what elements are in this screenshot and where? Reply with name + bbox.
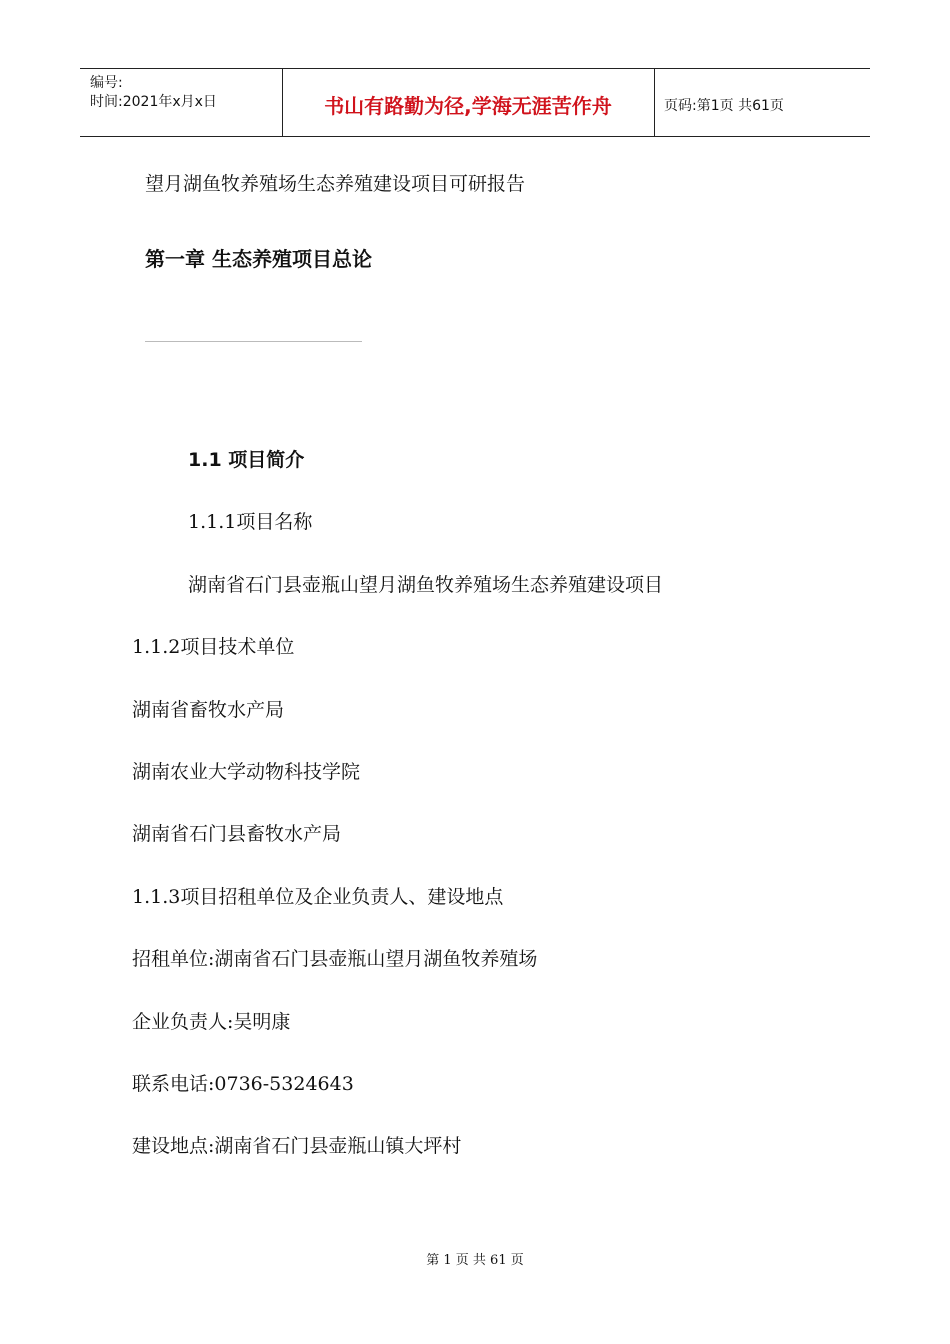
- location-text: 建设地点:湖南省石门县壶瓶山镇大坪村: [132, 1135, 462, 1157]
- tech-unit-item: 湖南农业大学动物科技学院: [132, 761, 361, 783]
- tech-unit-item: 湖南省石门县畜牧水产局: [132, 823, 342, 845]
- header-page-label: 页码:第1页 共61页: [664, 98, 784, 114]
- tech-unit-item: 湖南省畜牧水产局: [132, 699, 285, 721]
- page-footer: 第 1 页 共 61 页: [426, 1253, 524, 1268]
- subsection-tech-unit: 1.1.2项目技术单位: [132, 636, 295, 658]
- project-name: 湖南省石门县壶瓶山望月湖鱼牧养殖场生态养殖建设项目: [188, 574, 664, 596]
- header-top-border: [80, 68, 870, 69]
- phone-text: 联系电话:0736-5324643: [132, 1073, 354, 1095]
- header-bottom-border: [80, 136, 870, 137]
- doc-title: 望月湖鱼牧养殖场生态养殖建设项目可研报告: [145, 173, 526, 195]
- header-divider-right: [654, 68, 655, 136]
- manager-text: 企业负责人:吴明康: [132, 1011, 291, 1033]
- header-motto: 书山有路勤为径,学海无涯苦作舟: [324, 94, 612, 118]
- divider: [145, 341, 362, 342]
- section-heading: 1.1 项目简介: [188, 449, 305, 471]
- lessor-text: 招租单位:湖南省石门县壶瓶山望月湖鱼牧养殖场: [132, 948, 538, 970]
- subsection-lessor: 1.1.3项目招租单位及企业负责人、建设地点: [132, 886, 504, 908]
- subsection-project-name: 1.1.1项目名称: [188, 511, 313, 533]
- header-code-label: 编号:: [90, 75, 123, 91]
- header-time-label: 时间:2021年x月x日: [90, 94, 217, 110]
- chapter-title: 第一章 生态养殖项目总论: [145, 247, 372, 271]
